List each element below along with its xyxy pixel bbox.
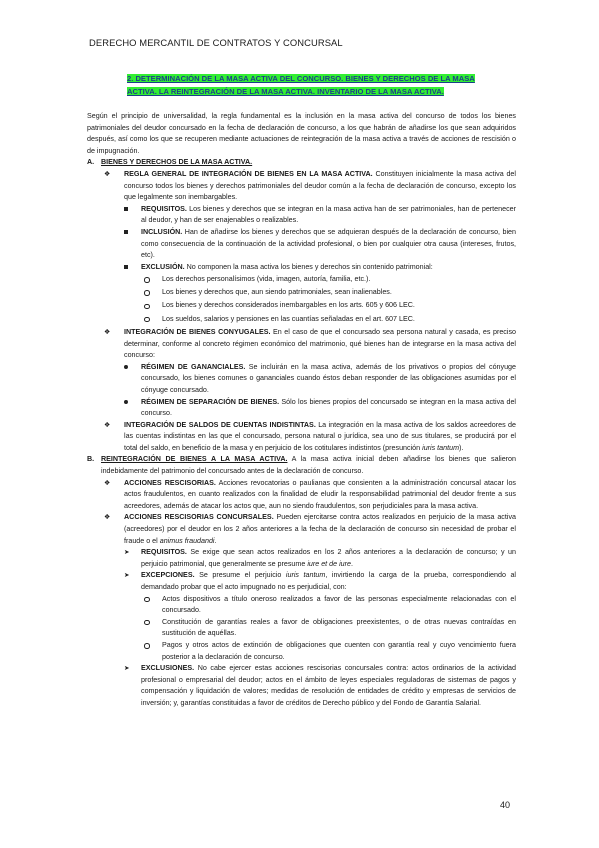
section-b xyxy=(87,454,516,477)
circle-bullet-icon xyxy=(144,304,150,310)
list-item xyxy=(144,594,516,617)
section-b-heading: REINTEGRACIÓN DE BIENES A LA MASA ACTIVA. xyxy=(101,455,288,464)
list-item xyxy=(144,287,516,300)
diamond-bullet-icon: ❖ xyxy=(104,170,111,178)
page-header: DERECHO MERCANTIL DE CONTRATOS Y CONCURSAL xyxy=(89,37,343,48)
exclusion-item: Los sueldos, salarios y pensiones en las cuantías señaladas en el art. 607 LEC. xyxy=(162,314,415,323)
excepciones-heading: EXCEPCIONES. xyxy=(141,571,195,580)
excepciones-text: Se presume el perjuicio xyxy=(194,571,286,580)
section-b-marker: B. xyxy=(87,455,95,464)
list-item-regla-general xyxy=(104,169,516,204)
requisitos-heading: REQUISITOS. xyxy=(141,204,187,213)
section-a xyxy=(87,157,516,169)
list-item xyxy=(144,617,516,640)
circle-bullet-icon xyxy=(144,597,150,603)
exclusion-text: No componen la masa activa los bienes y derechos sin contenido patrimonial: xyxy=(184,262,433,271)
section-b-text: A la masa activa inicial deben añadirse los bienes que salieron indebidamente del patrimonio del concursado antes de la declaración de concurso. xyxy=(101,455,516,476)
list-item xyxy=(144,274,516,287)
excepciones-item: Actos dispositivos a título oneroso realizados a favor de las personas especialmente relacionadas con el concursado. xyxy=(162,594,516,615)
excepciones-end: , invirtiendo la carga de la prueba, correspondiendo al demandado probar que el acto impugnado no es perjudicial, con: xyxy=(141,571,516,591)
intro-paragraph: Según el principio de universalidad, la regla fundamental es la inclusión en la masa activa del concurso de todos los bienes patrimoniales del deudor concursado en la fecha de declaración de concurso, a los que habrán de añadirse los que sean adquiridos después, así como los que se recuperen mediante actuaciones de reintegración de la masa activa a través de acciones de rescisión o de impugnación. xyxy=(87,112,516,155)
list-item-inclusion xyxy=(124,227,516,262)
circle-bullet-icon xyxy=(144,317,150,323)
diamond-bullet-icon: ❖ xyxy=(104,514,111,522)
exclusiones-heading: EXCLUSIONES. xyxy=(141,664,195,673)
req2-end: . xyxy=(350,559,353,568)
list-item-bienes-conyugales xyxy=(104,327,516,362)
section-title-line-1: 2. DETERMINACIÓN DE LA MASA ACTIVA DEL CONCURSO. BIENES Y DERECHOS DE LA MASA xyxy=(127,74,475,83)
list-item-requisitos xyxy=(124,204,516,227)
document-body xyxy=(87,111,516,710)
section-title xyxy=(127,73,510,98)
conyugales-text: En el caso de que el concursado sea persona natural y casada, es preciso determinar, conforme al concreto régimen económico del matrimonio, qué bienes han de integrarse en la masa activa del concurso: xyxy=(124,327,517,360)
circle-bullet-icon xyxy=(144,620,150,626)
circle-bullet-icon xyxy=(144,277,150,283)
square-bullet-icon xyxy=(124,265,128,269)
circle-bullet-icon xyxy=(144,643,150,649)
diamond-bullet-icon: ❖ xyxy=(104,328,111,336)
section-title-line-2: ACTIVA. LA REINTEGRACIÓN DE LA MASA ACTIVA. INVENTARIO DE LA MASA ACTIVA. xyxy=(127,86,444,96)
exclusion-item: Los derechos personalísimos (vida, imagen, autoría, familia, etc.). xyxy=(162,274,371,283)
gananciales-heading: RÉGIMEN DE GANANCIALES. xyxy=(141,362,246,371)
list-item-requisitos-concursales xyxy=(124,547,516,570)
excepciones-italic: iuris tantum xyxy=(285,571,326,580)
separacion-text: Sólo los bienes propios del concursado se integran en la masa activa del concurso. xyxy=(141,397,516,418)
concursales-text: Pueden ejercitarse contra actos realizados en perjuicio de la masa activa (acreedores) por el deudor en los 2 años anteriores a la fecha de la declaración de concurso sin necesidad de probar el fraude o el xyxy=(124,513,516,545)
section-a-heading: BIENES Y DERECHOS DE LA MASA ACTIVA. xyxy=(101,158,253,167)
list-item-saldos xyxy=(104,420,516,455)
regla-text: Constituyen inicialmente la masa activa del concurso todos los bienes y derechos patrimoniales del deudor común a la fecha de declaración de concurso, excepto los que legalmente son inembargables. xyxy=(124,169,516,202)
saldos-heading: INTEGRACIÓN DE SALDOS DE CUENTAS INDISTINTAS. xyxy=(124,420,316,429)
inclusion-heading: INCLUSIÓN. xyxy=(141,227,183,236)
requisitos-text: Los bienes y derechos que se integran en la masa activa han de ser patrimoniales, han de pertenecer al deudor, y han de ser enajenables o realizables. xyxy=(141,204,516,225)
list-item xyxy=(144,314,516,327)
req2-text: Se exige que sean actos realizados en los 2 años anteriores a la declaración de concurso; y un perjuicio patrimonial, que generalmente se presume xyxy=(141,548,516,568)
list-item-excepciones xyxy=(124,570,516,593)
exclusiones-text: No cabe ejercer estas acciones rescisorias concursales contra: actos ordinarios de la actividad profesional o empresarial del deudor; actos en el ámbito de leyes especiales reguladoras de sistemas de pagos y compensación y liquidación de valores; medidas de resolución de entidades de crédito y empresas de servicios de inversión; y, garantías constituidas a favor de créditos de Derecho público y del Fondo de Garantía Salarial. xyxy=(141,664,516,707)
separacion-heading: RÉGIMEN DE SEPARACIÓN DE BIENES. xyxy=(141,397,280,406)
list-item-separacion xyxy=(124,397,516,420)
circle-bullet-icon xyxy=(144,290,150,296)
conyugales-heading: INTEGRACIÓN DE BIENES CONYUGALES. xyxy=(124,327,271,336)
square-bullet-icon xyxy=(124,230,128,234)
diamond-bullet-icon: ❖ xyxy=(104,421,111,429)
arrow-bullet-icon: ➤ xyxy=(124,549,130,557)
rescisorias-heading: ACCIONES RESCISORIAS. xyxy=(124,478,216,487)
excepciones-item: Pagos y otros actos de extinción de obligaciones que cuenten con garantía real y cuyo vencimiento fuera posterior a la declaración de concurso. xyxy=(162,640,516,661)
section-a-marker: A. xyxy=(87,158,95,167)
list-item xyxy=(144,300,516,313)
excepciones-item: Constitución de garantías reales a favor de obligaciones preexistentes, o de otras nuevas contraídas en sustitución de aquéllas. xyxy=(162,617,516,638)
inclusion-text: Han de añadirse los bienes y derechos que se adquieran después de la declaración de concurso, bien como consecuencia de la continuación de la actividad profesional, o bien por cualquier otra causa (intereses, frutos, etc). xyxy=(141,227,516,260)
list-item-acciones-rescisorias xyxy=(104,478,516,513)
diamond-bullet-icon: ❖ xyxy=(104,479,111,487)
req2-heading: REQUISITOS. xyxy=(141,548,187,557)
list-item-exclusiones xyxy=(124,663,516,709)
gananciales-text: Se incluirán en la masa activa, además de los privativos o propios del cónyuge concursado, los bienes comunes o gananciales cuando éstos deban responder de las obligaciones asumidas por el cónyuge concursado. xyxy=(141,362,516,394)
page-number: 40 xyxy=(500,800,511,810)
arrow-bullet-icon: ➤ xyxy=(124,665,130,673)
req2-italic: iure et de iure xyxy=(307,559,351,568)
list-item xyxy=(144,640,516,663)
list-item-acciones-concursales xyxy=(104,512,516,547)
saldos-italic: iuris tantum xyxy=(422,443,460,452)
saldos-end: ). xyxy=(459,443,464,452)
list-item-gananciales xyxy=(124,362,516,397)
list-item-exclusion xyxy=(124,262,516,274)
exclusion-heading: EXCLUSIÓN. xyxy=(141,262,185,271)
exclusion-item: Los bienes y derechos considerados inembargables en los arts. 605 y 606 LEC. xyxy=(162,301,415,310)
dot-bullet-icon xyxy=(124,400,128,404)
saldos-text: La integración en la masa activa de los saldos acreedores de las cuentas indistintas en las que el concursado, persona natural o jurídica, sea uno de sus titulares, se producirá por el total del saldo, en beneficio de la masa y en perjuicio de los cotitulares indistintos (presunción xyxy=(124,420,516,452)
square-bullet-icon xyxy=(124,207,128,211)
regla-heading: REGLA GENERAL DE INTEGRACIÓN DE BIENES EN LA MASA ACTIVA. xyxy=(124,169,373,178)
concursales-heading: ACCIONES RESCISORIAS CONCURSALES. xyxy=(124,513,274,522)
arrow-bullet-icon: ➤ xyxy=(124,572,130,580)
concursales-italic: animus fraudandi xyxy=(159,536,215,545)
dot-bullet-icon xyxy=(124,365,128,369)
rescisorias-text: Acciones revocatorias o paulianas que consienten a la administración concursal atacar los actos fraudulentos, en cuanto realizados con la finalidad de eludir la responsabilidad patrimonial del deudor frente a sus acreedores, además de atacar los actos que, aun no siendo fraudulentos, son perjudiciales para la masa activa. xyxy=(124,478,516,510)
exclusion-item: Los bienes y derechos que, aun siendo patrimoniales, sean inalienables. xyxy=(162,288,392,297)
concursales-end: . xyxy=(214,536,217,545)
